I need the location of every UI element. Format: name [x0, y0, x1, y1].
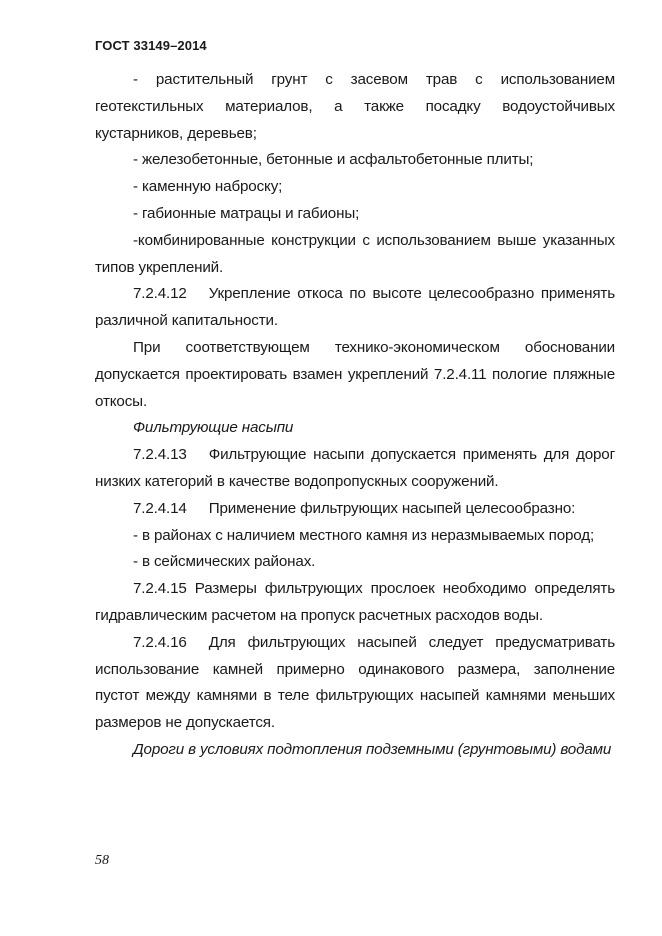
clause-number: 7.2.4.15	[133, 580, 187, 598]
clause-text: Укрепление откоса по высоте целесообразно применять различной капитальности.	[95, 285, 615, 330]
page-number: 58	[95, 853, 109, 868]
clause-number: 7.2.4.14	[133, 499, 187, 517]
clause-7-2-4-13	[95, 442, 615, 496]
clause-number: 7.2.4.12	[133, 285, 187, 303]
clause-7-2-4-15	[95, 576, 615, 630]
clause-7-2-4-12	[95, 281, 615, 335]
clause-7-2-4-16	[95, 630, 615, 737]
clause-text: Применение фильтрующих насыпей целесообразно:	[208, 499, 576, 517]
clause-number: 7.2.4.16	[133, 633, 187, 651]
list-item: - железобетонные, бетонные и асфальтобетонные плиты;	[133, 151, 534, 169]
list-item: - каменную наброску;	[133, 178, 283, 196]
paragraph: При соответствующем технико-экономическом обосновании допускается проектировать взамен укреплений 7.2.4.11 пологие пляжные откосы.	[95, 338, 615, 410]
list-item: -комбинированные конструкции с использованием выше указанных типов укреплений.	[95, 231, 615, 276]
list-item: - габионные матрацы и габионы;	[133, 204, 360, 222]
section-heading: Фильтрующие насыпи	[133, 419, 294, 437]
clause-text: Фильтрующие насыпи допускается применять для дорог низких категорий в качестве водопропускных сооружений.	[95, 446, 615, 490]
list-item: - в сейсмических районах.	[133, 553, 316, 571]
section-heading: Дороги в условиях подтопления подземными (грунтовыми) водами	[133, 740, 612, 758]
document-body	[95, 67, 615, 764]
list-item: - в районах с наличием местного камня из неразмываемых пород;	[133, 526, 595, 544]
clause-text: Для фильтрующих насыпей следует предусматривать использование камней примерно одинакового размера, заполнение пустот между камнями в теле фильтрующих насыпей камнями меньших размеров не допускается.	[95, 633, 615, 732]
list-item: - растительный грунт с засевом трав с использованием геотекстильных материалов, а также посадку водоустойчивых кустарников, деревьев;	[95, 71, 615, 142]
clause-text: Размеры фильтрующих прослоек необходимо определять гидравлическим расчетом на пропуск расчетных расходов воды.	[95, 580, 615, 624]
clause-number: 7.2.4.13	[133, 446, 187, 464]
document-header: ГОСТ 33149–2014	[95, 38, 207, 53]
clause-7-2-4-14	[95, 496, 615, 523]
